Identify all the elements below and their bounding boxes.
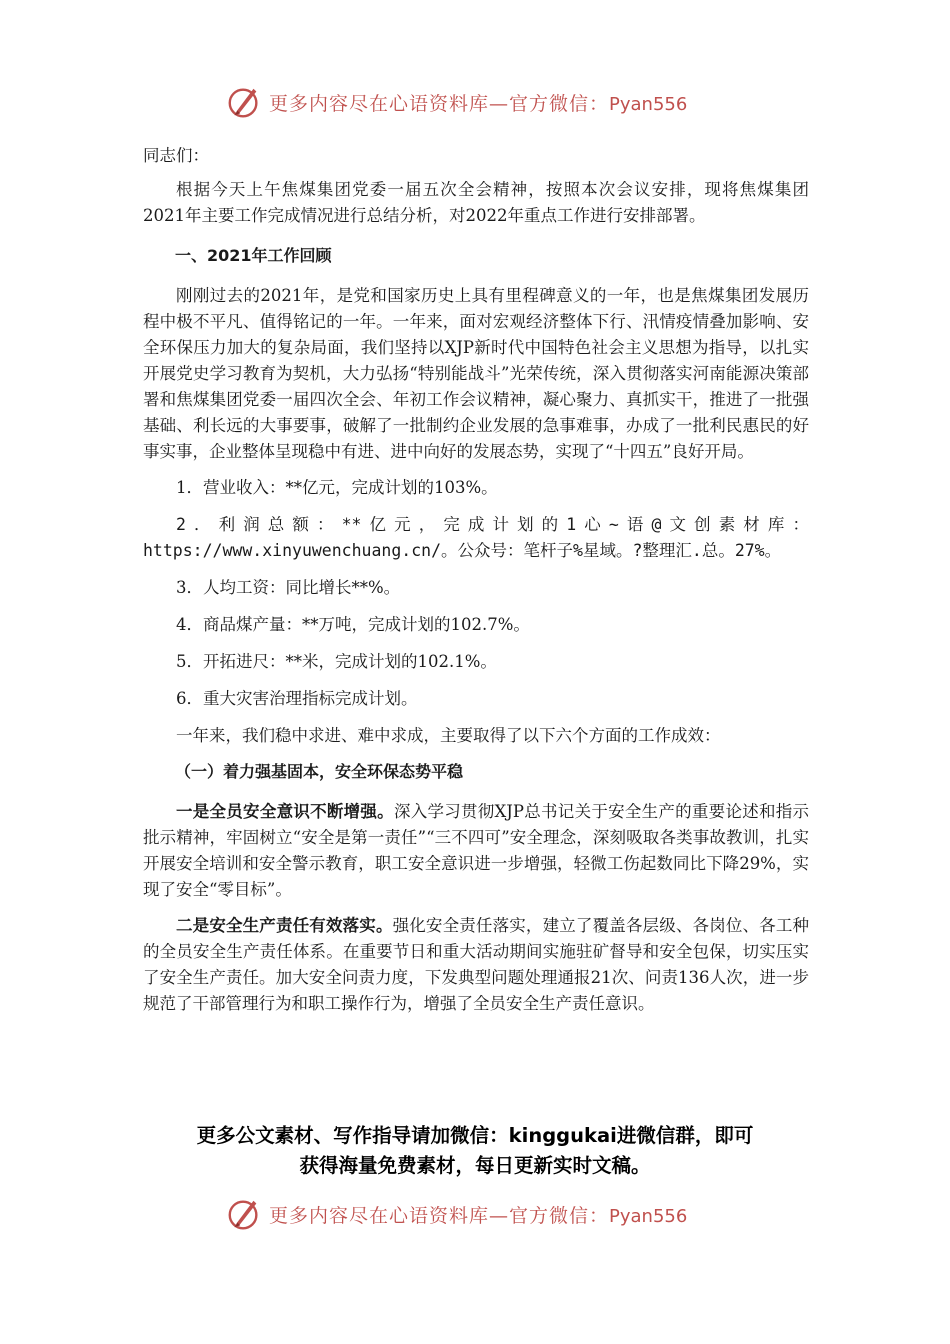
promo-notice — [0, 1121, 950, 1181]
footer-banner — [0, 1192, 950, 1236]
banner-wechat-id: Pyan556 — [609, 93, 688, 115]
intro-paragraph: 根据今天上午焦煤集团党委一届五次全会精神，按照本次会议安排，现将焦煤集团2021年主要工作完成情况进行总结分析，对2022年重点工作进行安排部署。 — [143, 180, 809, 225]
list-item: 2．利润总额：**亿元，完成计划的1心~语@文创素材库：https://www.xinyuwenchuang.cn/。公众号：笔杆子%星域。?整理汇.总。27%。 — [143, 515, 809, 560]
pen-circle-logo-icon — [225, 1195, 263, 1233]
list-item: 3．人均工资：同比增长**%。 — [176, 578, 401, 597]
subsection-heading: （一）着力强基固本，安全环保态势平稳 — [175, 762, 464, 781]
banner-text: 更多内容尽在心语资料库—官方微信：Pyan556 — [269, 92, 688, 115]
section-heading: 一、2021年工作回顾 — [175, 246, 332, 265]
point-paragraph — [143, 799, 809, 903]
document-body — [143, 143, 809, 1027]
summary-paragraph: 一年来，我们稳中求进、难中求成，主要取得了以下六个方面的工作成效： — [176, 726, 721, 745]
list-item: 5．开拓进尺：**米，完成计划的102.1%。 — [176, 652, 497, 671]
review-paragraph: 刚刚过去的2021年，是党和国家历史上具有里程碑意义的一年，也是焦煤集团发展历程中极不平凡、值得铭记的一年。一年来，面对宏观经济整体下行、汛情疫情叠加影响、安全环保压力加大的复杂局面，我们坚持以XJP新时代中国特色社会主义思想为指导，以扎实开展党史学习教育为契机，大力弘扬“特别能战斗”光荣传统，深入贯彻落实河南能源决策部署和焦煤集团党委一届四次全会、年初工作会议精神，凝心聚力、真抓实干，推进了一批强基础、利长远的大事要事，破解了一批制约企业发展的急事难事，办成了一批利民惠民的好事实事，企业整体呈现稳中有进、进中向好的发展态势，实现了“十四五”良好开局。 — [143, 286, 809, 461]
promo-line: 获得海量免费素材，每日更新实时文稿。 — [299, 1154, 651, 1177]
point-lead: 二是安全生产责任有效落实。 — [176, 916, 393, 935]
pen-circle-logo-icon — [225, 83, 263, 121]
point-text: 深入学习贯彻XJP总书记关于安全生产的重要论述和指示批示精神，牢固树立“安全是第一责任”“三不四可”安全理念，深刻吸取各类事故教训，扎实开展安全培训和安全警示教育，职工安全意识进一步增强，轻微工伤起数同比下降29%，实现了安全“零目标”。 — [143, 802, 810, 899]
header-banner — [0, 80, 950, 124]
list-item: 6．重大灾害治理指标完成计划。 — [176, 689, 418, 708]
greeting: 同志们： — [143, 146, 209, 165]
list-item: 4．商品煤产量：**万吨，完成计划的102.7%。 — [176, 615, 530, 634]
list-item: 1．营业收入：**亿元，完成计划的103%。 — [176, 478, 498, 497]
point-paragraph — [143, 913, 809, 1017]
promo-line: 更多公文素材、写作指导请加微信：kinggukai进微信群，即可 — [196, 1124, 754, 1147]
banner-wechat-id: Pyan556 — [609, 1205, 688, 1227]
point-text: 强化安全责任落实，建立了覆盖各层级、各岗位、各工种的全员安全生产责任体系。在重要节日和重大活动期间实施驻矿督导和安全包保，切实压实了安全生产责任。加大安全问责力度，下发典型问题处理通报21次、问责136人次，进一步规范了干部管理行为和职工操作行为，增强了全员安全生产责任意识。 — [143, 916, 810, 1013]
banner-text: 更多内容尽在心语资料库—官方微信：Pyan556 — [269, 1204, 688, 1227]
point-lead: 一是全员安全意识不断增强。 — [176, 802, 394, 821]
